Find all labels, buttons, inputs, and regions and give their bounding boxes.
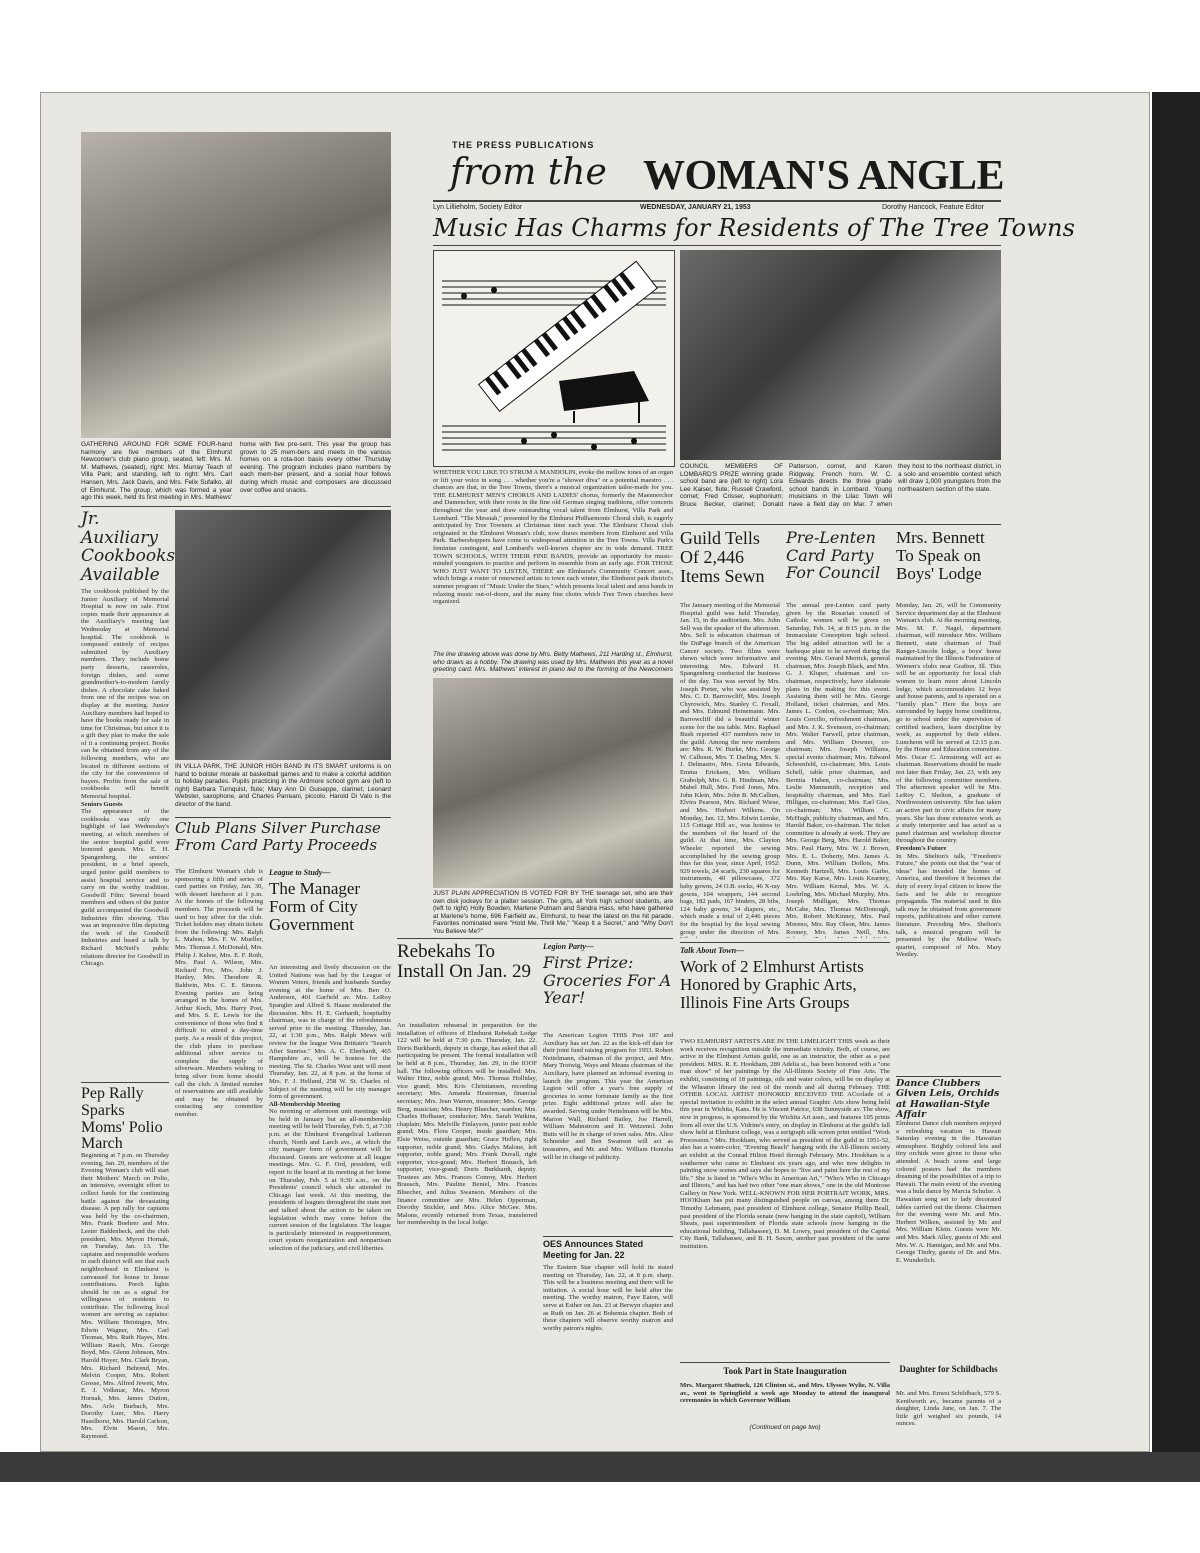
- artists-rule: [680, 942, 890, 943]
- bennett-body: [896, 602, 1001, 1072]
- oes-body: The Eastern Star chapter will hold its stated meeting on Thursday, Jan. 22, at 8 p.m. sharp. This will be a business meeting and there will be initiation. A social hour will be held after the meeting. The worthy matron, Faye Eaton, will serve at Esther on Jan. 23 at Berwyn chapter and as Ruth on Jan. 26 at Bohemia chapter. Both of these chapters will observe worthy matron and worthy patron's nights.: [543, 1264, 673, 1332]
- society-editor: Lyn Lillieholm, Society Editor: [433, 204, 523, 211]
- music-article-p3: FOR THOSE WHO JUST WANT TO LISTEN, THERE are Elmhurst's Community Concert assn., which brings a roster of renowned artists to town each winter, the Elmhurst park district's summer program of "Music Under the Stars," which presents local talent and area bands in relaxing music out-of-doors, and the many fine choirs which Tree Town churches have organized.: [433, 560, 673, 606]
- music-article: [433, 469, 673, 647]
- prelenten-body: The annual pre-Lenten card party given by the Rosarian council of Catholic women will be given on Saturday, Feb. 14, at 8:15 p.m. in the Immaculate Conception high school. The big added attraction will be a barbeque plate to be served during the evening. Mrs. Gerard Merrick, general chairman, Mrs. Joseph Black, and Mrs. G. J. Kluper, chairman and co-chairman, respectively, have elaborate plans in the making for this event. Assisting them will be Mrs. George Holland, ticket chairman, and Mrs. James L. Conlon, co-chairman; Mrs. Louis Corcilio, refreshment chairman, and Mrs. J. K. Svensson, co-chairman; Mrs. Walter Farwell, prize chairman, and Mrs. William Downer, co-chairman; Mrs. Joseph Williams, special events chairman; Mrs. Edward Schoenfeld, co-chairman; Mrs. Louis Schell, table prize chairman, and Bernita Haben, co-chairman; Mrs. Leslie Mannsmith, reception and hospitality chairman, and Mrs. Earl Hilligan, co-chairman; Mrs. Earl Gies, co-chairman; Mrs. William C. McHugh, publicity chairman, and Mrs. Harold Baker, co-chairman. The ticket committee is already at work. They are Mrs. George Berg, Mrs. Harold Baker, Mrs. Paul Harry, Mrs. W. J. Brown, Mrs. E. L. Doherty, Mrs. James A. Dunn, Mrs. William Dollois, Mrs. Kenneth Hartzell, Mrs. Louis Garbo, Mrs. Ray Karse, Mrs. Louis Kearney, Mrs. William Kernal, Mrs. W. A. Loehrlng, Mrs. Michael Murphy, Mrs. Joseph Mulligan, Mrs. Thomas McCabe, Mrs. Thomas McDonough, Mrs. Robert McKinney, Mrs. Paul Moreno, Mrs. Ray Olson, Mrs. James Rooney, Mrs. James Neill, Mrs.: [786, 602, 890, 936]
- guild-body: The January meeting of the Memorial Hospital guild was held Thursday, Jan. 15, in the auditorium. Mrs. John Sell was the speaker of the afternoon. Mrs. Sell is education chairman of the DuPage branch of the American Cancer society. Two films were shown which were informative and interesting. Mrs. Edward H. Spangenberg conducted the business of the day. Tea was served by Mrs. Joseph Porter, who was assisted by Mrs. C. D. Barrowcliff, Mrs. Joseph Chyrowich, Mrs. Stanley C. Foxall, and Mrs. Edmund Heinemann. Mrs. Barrowcliff did a beautiful winter scene for the tea table. Mrs. Raphael Bush reported 437 members now in the guild. Among the new members are: Mrs. R. W. Burke, Mrs. George W. Calhoun, Mrs. T. Darling, Mrs. S. J. Delmastro, Mrs. Greta Edwards, Emma Ericksen, Mrs. William Grabolph, Mrs. G. R. Hindman, Mrs. Mabel Hull, Mrs. Fred Jones, Mrs. John Klein, Mrs. John B. McCallum, Elvira Pearson, Mrs. Richard Wiese, and Mrs. Herbert Wilkens. On Monday, Jan. 12, Mrs. Edwin Lemke, 115 Cottage Hill av., was hostess to the members of the board of the guild. At that time, Mrs. Clayton Wheeler reported the sewing accomplished by the sewing group thus far this year, since April, 1952: 929 towels, 24 scarfs, 230 squares for instruments, 40 pillowcases, 372 baby gowns, 24 O.B. socks, 46 X-ray gowns, 104 wrappers, 144 second bags, 182 pads, 167 binders, 28 bibs, 124 baby gowns, 34 diapers, etc., which made a total of 2,446 pieces for the hospital by the loyal sewing group under the direction of Mrs.: [680, 602, 780, 936]
- guild-headline: Guild Tells Of 2,446 Items Sewn: [680, 528, 765, 586]
- masthead-title: WOMAN'S ANGLE: [643, 153, 1005, 199]
- oes-rule: [543, 1236, 673, 1237]
- oes-headline: OES Announces Stated Meeting for Jan. 22: [543, 1239, 644, 1260]
- music-article-p2: TREE TOWN SCHOOLS, WITH THEIR FINE BANDS, provide an opportunity for music-minded youngsters to practice and perform in ensemble from an early age.: [433, 544, 673, 568]
- manager-body-text: An interesting and lively discussion on the United Nations was had by the League of Women Voters, friends and husbands Sunday evening at the home of Mrs. Ben O. Anderson, 401 Garfield av. Mrs. LeRoy Spangler and Alfred S. Haase moderated the discussion. Mrs. H. E. Gerhardt, hospitality chairman, was in charge of the refreshments served prior to the meeting. Thursday, Jan. 22, at 1:30 p.m., Mrs. Ralph Mews will review for the league Vera Brittain's "Search After Sunrise." Mrs. A. C. Eberhardt, 465 Hampshire av., will be hostess for the meeting. The St. Charles West unit will meet Thursday, Jan. 22, at 8 p.m. at the home of Mrs. F. J. Hellund, 258 W. St. Charles rd. Subject of the meeting will be city manager form of government.: [269, 964, 391, 1101]
- issue-date: WEDNESDAY, JANUARY 21, 1953: [640, 204, 751, 211]
- music-banner-headline: Music Has Charms for Residents of The Tree Towns: [433, 214, 1076, 242]
- prelenten-headline: Pre-Lenten Card Party For Council: [786, 528, 881, 583]
- lombard-band-photo: [680, 250, 1001, 460]
- newcomers-caption: GATHERING AROUND FOR SOME FOUR-hand harmony are five members of the Elmhurst Newcomer's club piano group, seated, left: Mrs. M. M. Mathews, (seated), right: Mrs. Murray Teach of Villa Park; and standing, left to right: Mrs. Carl Hansen, Mrs. Jack Davis, and Mrs. Felix Sufalko, all of Elmhurst. The group, which was formed a year ago this week, held its first meeting in Mrs. Mathews' home with five pre-sent. This year the group has grown to 25 mem-bers and meets in the various homes on a rota-tion basis every other Thursday evening. The program includes piano numbers by each mem-ber present, and a social hour follows during which music and composers are discussed over coffee and snacks.: [81, 441, 391, 502]
- piano-line-drawing: [433, 250, 675, 467]
- daughter-headline: Daughter for Schildbachs: [899, 1364, 998, 1374]
- legion-headline: First Prize: Groceries For A Year!: [543, 953, 672, 1008]
- teenagers-caption: JUST PLAIN APPRECIATION IS VOTED FOR BY THE teenage set, who are their own disk jockeys for a platter session. The girls, all York high school students, are (left to right) Holly Bowden, Marlene Putnam and Sandra Hass, who have gathered at Marlene's home, 696 Fairfield av., Elmhurst, to hear the latest on the hit parade. Favorites nominated were "Hold Me, Thrill Me," "Keep It a Secret," and "Why Don't You Believe Me?": [433, 890, 673, 934]
- cookbooks-body-text: The cookbook published by the Junior Auxiliary of Memorial Hospital is now on sale. First copies made their appearance at the Auxiliary's meeting last Wednesday at Memorial hospital. The cookbook is composed entirely of recipes submitted by Auxiliary members. They include home party desserts, casseroles, foreign dishes, and some grandmother's-to-modern family dishes. A chocolate cake baked from one of the recipes was on display at the meeting. Junior Auxiliary members had hoped to have the books ready for sale in time for Christmas, but since it is a gift they plan to make the sale of it a continuing project. Books can be obtained from any of the following members, who are located in different sections of the city for the convenience of buyers. Profits from the sale of cookbooks will benefit Memorial hospital.: [81, 588, 169, 801]
- bennett-headline: Mrs. Bennett To Speak on Boys' Lodge: [896, 528, 985, 583]
- dance-rule: [896, 1076, 1001, 1077]
- feature-editor: Dorothy Hancock, Feature Editor: [882, 204, 984, 211]
- lombard-caption: COUNCIL MEMBERS OF LOMBARD'S PRIZE winning grade school band are (left to right) Lora Lee Kaiser, flute; Russell Crawford, cornet; Fred Crisser, euphonium; Bruce Becker, clarinet; Donald Patterson, cornet, and Karen Ridgway, French horn. W. C. Edwards directs the three grade school bands in Lombard. Young musicians in the Lilac Town will have a field day on Mar. 7 when they host to the northeast district, in a solo and ensemble contest which will draw 1,000 youngsters from the northeastern section of the state.: [680, 463, 1001, 508]
- piano-drawing-icon: [434, 251, 674, 466]
- manager-body-text-2: No morning or afternoon unit meetings will be held in January but an all-membership meeting will be held Thursday, Feb. 5, at 7:30 p.m. at the Elmhurst Evangelical Lutheran church, North and Larch avs., at which the city manager form of government will be discussed. Guests are welcome at all league meetings. Mrs. G. F. Ord, president, will report to the board at its meeting at her home on Thursday, Feb. 5 at 9:30 a.m., on the Presidents' council which she attended in Chicago last week. At this meeting, the presidents of leagues throughout the state met and talked about the action to be taken on legislation which may come before the current session of the legislature. The league is particularly interested in reapportionment, court system reorganization and nonpartisan selection of the judiciary, and civil liberties.: [269, 1108, 391, 1252]
- scan-margin-bottom: [0, 1482, 1200, 1553]
- masthead-rule: [433, 200, 1001, 202]
- legion-body: The American Legion THIS Post 187 and Auxiliary has set Jan. 22 as the kick-off date for their joint fund raising program for 1953. Robert Nettelmann, chairman of the project, and Mrs. Mary Trotwig, Ways and Means chairman of the Auxiliary, have planned an informal evening to launch the program. This year the American Legion will offer a year's free supply of groceries to some fortunate family as the first prize. Eight additional prizes will also be awarded. Serving under Nettelmann will be Mrs. Marion Wall, Richard Bailey, Joe Harrell, William Mahnstrom and H. Wetzenol. John Butts will be in charge of town sales. Mrs. Alice Schneider and Ben Swanson will act as treasurers, and Mr. and Mrs. William Hontzha will be in charge of publicity.: [543, 1032, 673, 1161]
- rebekahs-rule: [397, 938, 673, 939]
- press-publications-label: THE PRESS PUBLICATIONS: [452, 140, 595, 150]
- rebekahs-headline: Rebekahs To Install On Jan. 29: [397, 941, 532, 982]
- manager-kicker: League to Study—: [269, 868, 331, 877]
- masthead-from: from the: [450, 152, 607, 193]
- artists-body: TWO ELMHURST ARTISTS ARE IN THE LIMELIGHT THIS week as their work receives recognition outside the immediate vicinity. Both, of course, are active in the Elmhurst Artists guild, one as an instructor, the other as a past president. MRS. R. E. Hookham, 289 Adelia st., has been honored with a "one man show" of her paintings by the All-Illinois Society of Fine Arts. The exhibit, consisting of 18 paintings, oils and water colors, will be on display at the Wheaton library the rest of the month and all during February. THE OTHER LOCAL ARTIST HONORED RECEIVED THE ACcolade of a special invitation to exhibit in the select annual Graphic Arts show being held this year in Wichita, Kans. He is Vincent Patrice, 638 Sunnyside av. The show, now in progress, is sponsored by the Wichita Art assn., and features 105 prints from all over the U.S. Vidrine's entry, on display in Elmhurst at the guild's fall show held at Elmhurst college, was a serigraph silk screen print entitled "Work Procession." Mrs. Hookham, who served as president of the guild in 1951-52, also has a water-color, "Evening Beach" hanging with the All-Illinois society art exhibit at the Conrad Hilton Hotel through February. Mrs. Hookham is a southerner who came to Elmhurst six years ago, and who now delights in painting snow scenes and says she hopes to "live and paint here the rest of my life." She is listed in "Who's Who in American Art," "Who's Who in Chicago and Illinois," and has had two other "one man shows," one in the old Montrose Gallery in New York. WELL-KNOWN FOR HER PORTRAIT WORK, MRS. HOOKham has put many distinguished people on canvas, among them Dr. Timothy Lehmann, past president of Elmhurst college, Senator Phillip Beall, past president of the Florida senate (now hanging in the state capitol), William Sheats, past superintendent of Florida state schools (now hanging in the educational building, Tallahassee), D. M. Lowry, past president of the Capital City Bank, Tallahassee, and B. H. Saxon, another past president of the same institution.: [680, 1038, 890, 1251]
- dance-headline: Dance Clubbers Given Leis, Orchids at Hawaiian-Style Affair: [896, 1078, 1000, 1121]
- villa-park-caption: IN VILLA PARK, THE JUNIOR HIGH BAND IN ITS SMART uniforms is on hand to bolster morale at basketball games and to make a colorful addition to holiday parades. Pupils practicing in the Ardmore school gym are (left to right) Barbara Turnquist, flute; Mary Ann Di Guiseppe, clarinet; Leonard Webster, saxophone, and Charles Parreani, piccolo. Harold Di Valo is the director of the band.: [175, 763, 391, 808]
- scan-bottom-band: [0, 1452, 1200, 1482]
- artists-kicker: Talk About Town—: [680, 946, 745, 955]
- music-article-lead: WHETHER YOU LIKE TO STRUM A MANDOLIN, evoke the mellow tones of an organ or lift your voice in song . . . whether you're a "shower diva" or a potential maestro . . . chances are that, in the Tree Towns, there's a musical organization tailor-made for you.: [433, 469, 673, 492]
- banner-rule: [433, 245, 1001, 246]
- pep-rally-body: Beginning at 7 p.m. on Thursday evening, Jan. 29, members of the Evening Woman's club will start their Mothers' March on Polio, an intensive, overnight effort to collect funds for the continuing battle against the devastating disease. A pep rally for captains was held by the co-chairmen, Mrs. Frank Boehrer and Mrs. Lester Baldenbeck, and the club president, Mrs. Myron Hornak, on Tuesday, Jan. 13. The captains and responsible workers in each district will see that each neighborhood in Elmhurst is canvassed for house to house contributions. Porch lights should be on as a signal for willingness of residents to contribute. The following local women are serving as captains: Mrs. William Heiningen, Mrs. Edwin Wagner, Mrs. Carl Thomas, Mrs. Ruth Hayes, Mrs. William Rasch, Mrs. George Boyd, Mrs. Glenn Johnson, Mrs. Harold Hoyer, Mrs. Clark Bryan, Mrs. Richard Behrend, Mrs. Melvin Cooper, Mrs. Robert Grosse, Mrs. Alfred Jewett, Mrs. E. J. Volkmar, Mrs. Myron Hornak, Mrs. James Dutton, Mrs. Arlo Burbach, Mrs. Dorothy Luer, Mrs. Harry Haselhorst, Mrs. Harold Carlson, Mrs. Elvin Mason, Mrs. Raymond.: [81, 1152, 169, 1440]
- scan-dark-edge: [1152, 92, 1200, 1472]
- artists-headline: Work of 2 Elmhurst Artists Honored by Graphic Arts, Illinois Fine Arts Groups: [680, 957, 864, 1012]
- club-headline: Club Plans Silver Purchase From Card Party Proceeds: [175, 819, 381, 854]
- drawing-caption: The line drawing above was done by Mrs. Betty Mathews, 211 Harding st., Elmhurst, who draws as a hobby. The drawing was used by Mrs. Mathews this year as a novel greeting card. Mrs. Mathews' interest in piano led to the forming of the Newcomers: [433, 651, 673, 674]
- newspaper-page: [40, 92, 1150, 1452]
- dance-body: Elmhurst Dance club members enjoyed a refreshing vacation in Hawaii Saturday evening in the Hawaiian atmosphere. Brightly colored leis and tiny orchids were given to those who attended. A beach scene and large colored posters had the members dreaming of the possibilities of a trip to Hawaii. The main event of the evening was a hula dance by Marcia Schulze. A Hawaiian song set to lady decorated tables carried out the theme. Chairmen for the evening were Mr. and Mrs. Herbert Wilken, assisted by Mr. and Mrs. William Klein. Guests were Mr. and Mrs. Mark Alley, guests of Mr. and Mrs. W. A. Hannigan, and Mr. and Mrs. George Tindry, guests of Dr. and Mrs. E. Wunderlich.: [896, 1120, 1001, 1264]
- cookbooks-body-text-2: The appearance of the cookbooks was only one highlight of last Wednesday's meeting, at which members of the senior hospital guild were honored guests. Mrs. E. H. Spangenberg, the seniors' president, in a brief speech, urged junior guild members to assist hospital service and to carry on the worthy tradition. Goodwill Film: Several board members and others of the junior guild accompanied the Goodwill Industries film showing. This was an impressive film depicting the work of the Goodwill Industries and heard a talk by Richard McNeil's public relations director for Goodwill in Chicago.: [81, 808, 169, 968]
- inauguration-body: Mrs. Margaret Shattuck, 126 Clinton st., and Mrs. Ulysses Wylie, N. Villa av., went to Springfield a week ago Monday to attend the inaugural ceremonies in which Governor William: [680, 1382, 890, 1405]
- continued-note: (Continued on page two): [749, 1424, 821, 1431]
- newcomers-piano-photo: [81, 132, 391, 438]
- teenagers-photo: [433, 678, 673, 888]
- scan-margin-top: [0, 0, 1200, 92]
- daughter-body: Mr. and Mrs. Ernest Schildbach, 579 S. Kenilworth av., became parents of a daughter, Linda Jane, on Jan. 7. The little girl weighed six pounds, 14 ounces.: [896, 1390, 1001, 1428]
- club-body: The Elmhurst Woman's club is sponsoring a fifth and series of card parties on Friday, Jan. 30, with dessert luncheon at 1 p.m. At the homes of the following members. The proceeds will be used to buy silver for the club. Ticket holders may obtain tickets from the following: Mrs. Ralph L. Mahon, Mrs. F. W. Mueller, Mrs. Thomas J. McDonald, Mrs. Philip J. Kehoe, Mrs. E. F. Roth, Mrs. Paul A. Wilson, Mrs. Richard Fox, Mrs. John J. Hanley, Mrs. Theodore R. Baldwin, Mrs. C. E. Simons. Evening parties are being arranged in the homes of Mrs. Arthur Koch, Mrs. Harry Post, and Mrs. S. E. Lewis for the convenience of those who find it difficult to attend a day-time party. As a result of this project, the club plans to purchase additional silver service to complete the supply of silverware. Members wishing to bring silver from home should call the club. A limited number of reservations are still available and may be obtained by contacting any committee member.: [175, 868, 263, 1118]
- manager-subhead: All-Membership Meeting: [269, 1100, 341, 1108]
- club-rule: [175, 817, 391, 818]
- cookbooks-body: [81, 588, 169, 1078]
- right-rule-1: [680, 524, 1001, 525]
- music-article-p1: THE ELMHURST MEN'S CHORUS AND LADIES' chorus, formerly the Maennerchor and Damenchor, with their roots in the fine old German singing traditions, offer concerts throughout the year and draw outstanding vocal talent from Elmhurst, Villa Park and Lombard. "The Messiah," presented by the Elmhurst Philharmonic Choral club, is eagerly anticipated by Tree Towners at Christmas time each year. The Elmhurst Choral club originated in the Elmhurst Woman's club, now draws members from Elmhurst and Villa Park. Barbershoppers have come to widespread attention in the Tree Towns. Villa Park's feminine contingent, and Lombard's well-known chapter are in wide demand.: [433, 491, 673, 552]
- left-col-rule-1: [81, 506, 391, 507]
- pep-rule: [81, 1082, 169, 1083]
- rebekahs-body: An installation rehearsal in preparation for the installation of officers of Elmhurst Rebekah Lodge 122 will be held at 7:30 p.m. Thursday, Jan. 22. Doris Burkhardt, deputy in charge, has asked that all participating be present. The formal installation will be held at 8 p.m., Thursday, Jan. 29, in the IOOF hall. The following officers will be installed: Mrs. Walter Hinz, noble grand; Mrs. Thomas Holliday, vice grand; Mrs. Kris Christiansen, recording secretary; Mrs. Amanda Hesterman, financial secretary; Mrs. Jean Warren, treasurer; Mrs. George Berg, musician; Mrs. Henry Bluecher, warden; Mrs. Charles Hofhauer, conductor; Mrs. Sarah Watkins, chaplain; Mrs. Melville Finlayson, junior past noble grand; Mrs. Flora Cooper, inside guardian; Mrs. Elsie Weiss, outside guardian; Grace Heflen, right supporter, noble grand; Mrs. Gladys Malone, left supporter, noble grand; Mrs. Frank Duvall, right supporter, vice-grand; Mrs. Herbert Brausch, left supporter, vice-grand; Doris Burkhardt, deputy. Trustees are Mrs. Frances Conroy, Mrs. Herbert Brausch, Mrs. Pauline Beniel, Mrs. Frances Bluecher, and Julius Swanson. Members of the finance committee are Mrs. Helen Opperman, Dorothy Stickler, and Mrs. Alice McGee. Mrs. Malone, recently returned from Texas, transferred her membership in the local lodge.: [397, 1022, 537, 1227]
- inauguration-headline: Took Part in State Inauguration: [723, 1366, 847, 1376]
- bennett-subhead: Freedom's Future: [896, 845, 947, 852]
- pep-rally-headline: Pep Rally Sparks Moms' Polio March: [81, 1085, 163, 1153]
- cookbooks-headline: Jr. Auxiliary Cookbooks Available: [81, 509, 176, 586]
- bennett-body-text-2: In Mrs. Shelton's talk, "Freedom's Future," she points out that the "war of ideas" has invaded the homes of America, and therefore it becomes the duty of every loyal citizen to know the facts and be able to recognize propaganda. The material used in this talk may be obtained from government reports, publications and other current literature. Preceding Mrs. Shelton's talk, a musical program will be presented by the Mellow West's quartet, composed of Mrs. Mary Westley.: [896, 852, 1001, 959]
- manager-headline: The Manager Form of City Government: [269, 879, 361, 934]
- villa-park-band-photo: [175, 510, 391, 760]
- inauguration-rule: [680, 1362, 890, 1363]
- manager-body: [269, 964, 391, 1442]
- bennett-body-text: Monday, Jan. 26, will be Community Service department day at the Elmhurst Woman's club. At the morning meeting, Mrs. M. F. Nagel, department chairman, will introduce Mrs. William Bennett, state chairman of Trail Ranger-Lincoln lodge, a boys' home maintained by the Illinois Federation of Women's clubs near Grafton, Ill. This will be an opportunity for local club women to learn more about Lincoln lodge, which accommodates 12 boys and house parents, and is operated on a "family plan." Here the boys are surrounded by happy home conditions, go to school under the supervision of certified teachers, learn discipline by work, as supported by their elders. Luncheon will be served at 12:15 p.m. by the Home and Education committee. Mrs. Oscar C. Armstrong will act as chairman. Reservations should be made not later than Friday, Jan. 23, with any of the following committee members. The afternoon speaker will be Mrs. LeRoy C. Shelton, a graduate of Northwestern university. She has taken an active part in civic affairs for many years. She has done extensive work as a study interpreter and has acted as a panel chairman and workshop director throughout the country.: [896, 602, 1001, 845]
- cookbooks-subhead: Seniors Guests: [81, 800, 123, 808]
- legion-kicker: Legion Party—: [543, 942, 594, 951]
